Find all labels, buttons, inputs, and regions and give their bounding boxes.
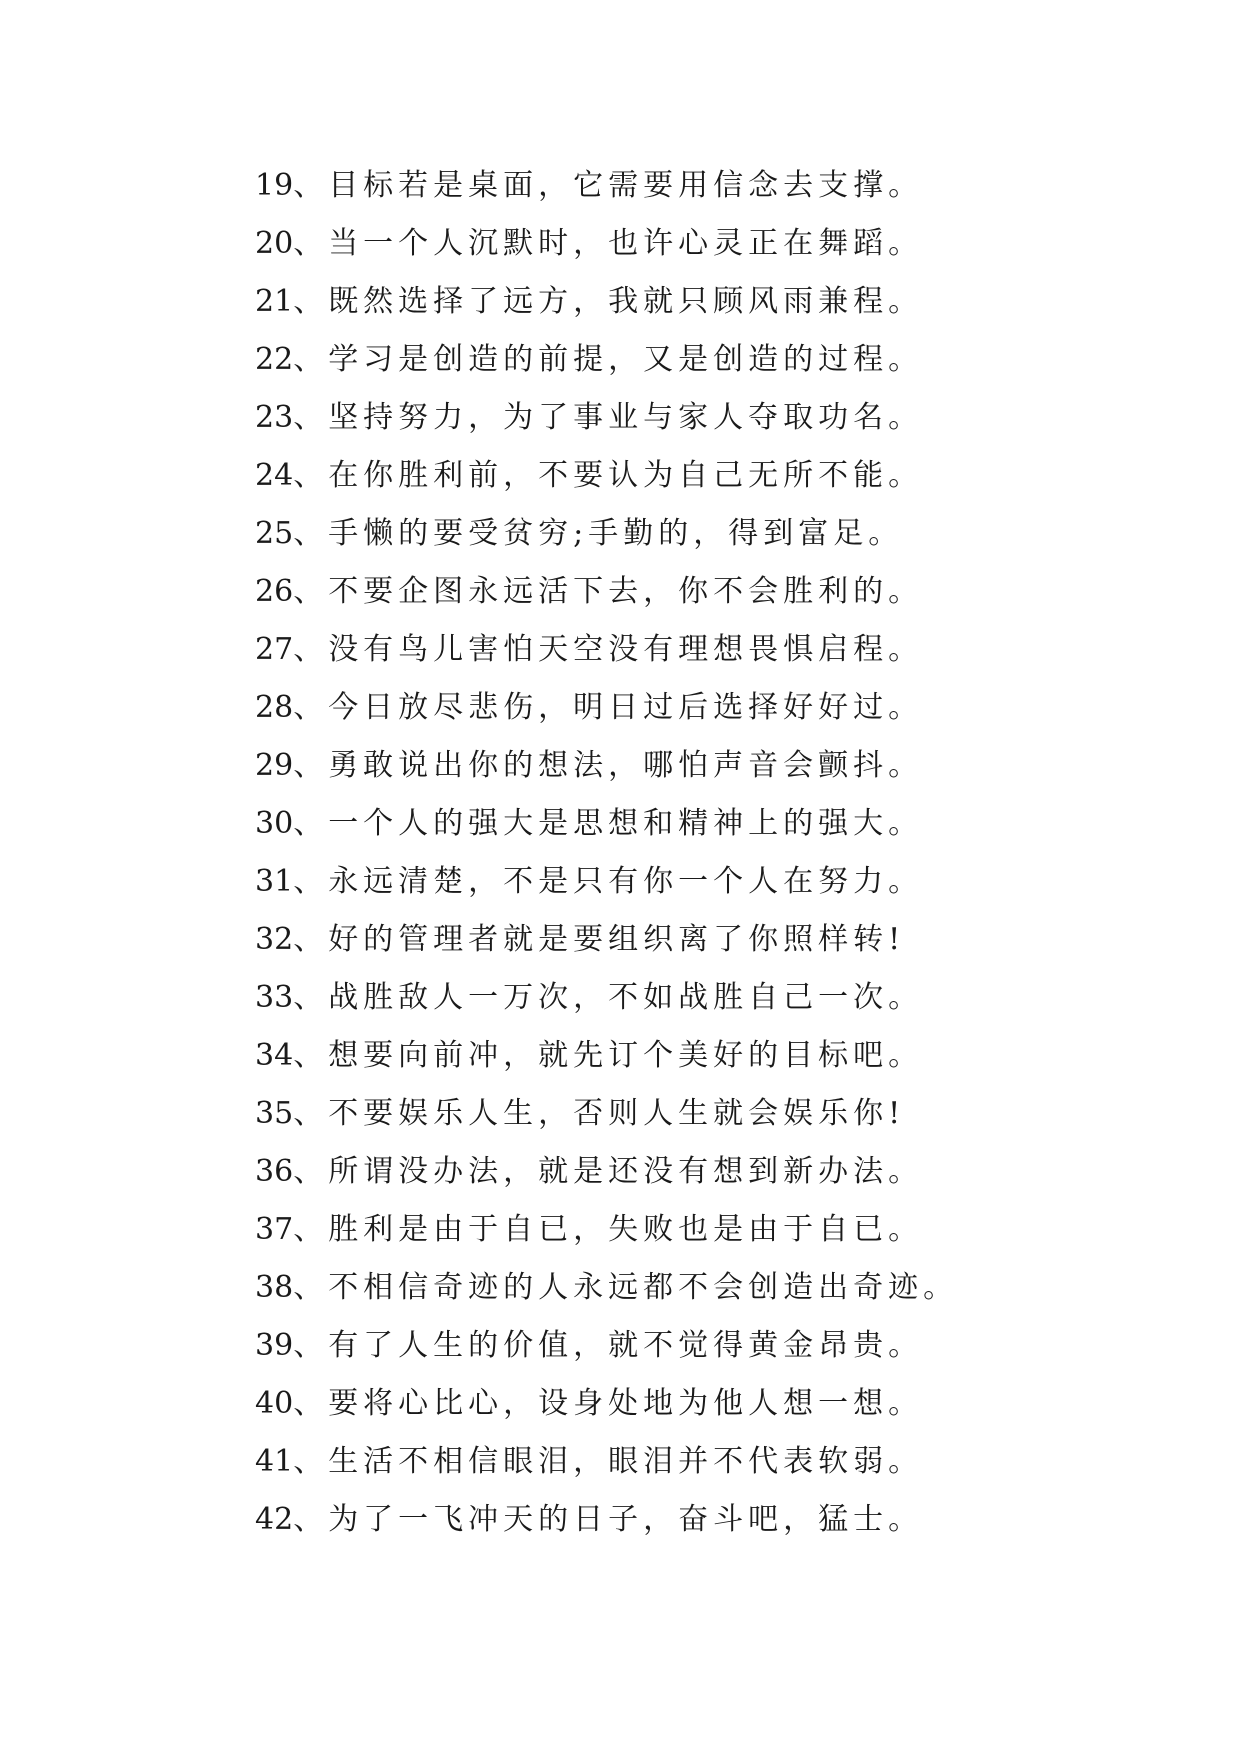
quote-text: 要将心比心，设身处地为他人想一想。 xyxy=(328,1386,924,1421)
quote-line xyxy=(255,911,958,969)
quote-separator: 、 xyxy=(293,168,329,203)
quote-separator: 、 xyxy=(293,1212,329,1247)
quote-line xyxy=(255,795,958,853)
quote-line xyxy=(255,1085,958,1143)
quote-text: 没有鸟儿害怕天空没有理想畏惧启程。 xyxy=(328,632,924,667)
quote-number: 38 xyxy=(255,1270,294,1305)
quote-line xyxy=(255,1491,958,1549)
quote-line xyxy=(255,563,958,621)
quote-number: 20 xyxy=(255,226,294,261)
quote-number: 23 xyxy=(255,400,294,435)
quote-line xyxy=(255,215,958,273)
quote-line xyxy=(255,1259,958,1317)
quote-text: 生活不相信眼泪，眼泪并不代表软弱。 xyxy=(328,1444,924,1479)
quote-separator: 、 xyxy=(293,1270,329,1305)
quote-text: 不要企图永远活下去，你不会胜利的。 xyxy=(328,574,924,609)
quote-text: 学习是创造的前提，又是创造的过程。 xyxy=(328,342,924,377)
quote-number: 40 xyxy=(255,1386,294,1421)
quote-text: 既然选择了远方，我就只顾风雨兼程。 xyxy=(328,284,924,319)
quote-separator: 、 xyxy=(293,574,329,609)
quote-number: 22 xyxy=(255,342,294,377)
quote-line xyxy=(255,1027,958,1085)
quote-number: 28 xyxy=(255,690,294,725)
quote-number: 34 xyxy=(255,1038,294,1073)
quote-line xyxy=(255,969,958,1027)
quote-number: 32 xyxy=(255,922,294,957)
quote-line xyxy=(255,621,958,679)
quote-text: 不要娱乐人生，否则人生就会娱乐你! xyxy=(328,1096,906,1131)
quote-line xyxy=(255,1143,958,1201)
quote-separator: 、 xyxy=(293,516,329,551)
quote-text: 胜利是由于自已，失败也是由于自已。 xyxy=(328,1212,924,1247)
quote-separator: 、 xyxy=(293,980,329,1015)
quote-separator: 、 xyxy=(293,1328,329,1363)
quote-separator: 、 xyxy=(293,342,329,377)
quote-line xyxy=(255,737,958,795)
quote-text: 坚持努力，为了事业与家人夺取功名。 xyxy=(328,400,924,435)
quote-number: 29 xyxy=(255,748,294,783)
quote-number: 24 xyxy=(255,458,294,493)
quote-line xyxy=(255,447,958,505)
quote-separator: 、 xyxy=(293,632,329,667)
quote-text: 目标若是桌面，它需要用信念去支撑。 xyxy=(328,168,924,203)
quote-separator: 、 xyxy=(293,1502,329,1537)
quote-number: 39 xyxy=(255,1328,294,1363)
quote-text: 勇敢说出你的想法，哪怕声音会颤抖。 xyxy=(328,748,924,783)
quote-number: 21 xyxy=(255,284,294,319)
quote-number: 26 xyxy=(255,574,294,609)
quote-separator: 、 xyxy=(293,806,329,841)
quote-separator: 、 xyxy=(293,284,329,319)
quote-text: 不相信奇迹的人永远都不会创造出奇迹。 xyxy=(328,1270,959,1305)
quote-number: 19 xyxy=(255,168,294,203)
quote-separator: 、 xyxy=(293,1096,329,1131)
quote-list xyxy=(255,157,958,1549)
quote-line xyxy=(255,1201,958,1259)
quote-line xyxy=(255,1433,958,1491)
quote-number: 35 xyxy=(255,1096,294,1131)
quote-line xyxy=(255,157,958,215)
quote-separator: 、 xyxy=(293,1038,329,1073)
quote-line xyxy=(255,273,958,331)
quote-text: 一个人的强大是思想和精神上的强大。 xyxy=(328,806,924,841)
quote-number: 30 xyxy=(255,806,294,841)
quote-line xyxy=(255,389,958,447)
quote-line xyxy=(255,1317,958,1375)
quote-text: 永远清楚，不是只有你一个人在努力。 xyxy=(328,864,924,899)
quote-line xyxy=(255,853,958,911)
quote-number: 27 xyxy=(255,632,294,667)
quote-text: 好的管理者就是要组织离了你照样转! xyxy=(328,922,906,957)
quote-separator: 、 xyxy=(293,1154,329,1189)
quote-separator: 、 xyxy=(293,922,329,957)
quote-text: 在你胜利前，不要认为自己无所不能。 xyxy=(328,458,924,493)
quote-text: 有了人生的价值，就不觉得黄金昂贵。 xyxy=(328,1328,924,1363)
quote-line xyxy=(255,331,958,389)
quote-text: 今日放尽悲伤，明日过后选择好好过。 xyxy=(328,690,924,725)
quote-line xyxy=(255,679,958,737)
quote-number: 25 xyxy=(255,516,294,551)
quote-separator: 、 xyxy=(293,690,329,725)
quote-text: 战胜敌人一万次，不如战胜自己一次。 xyxy=(328,980,924,1015)
quote-number: 33 xyxy=(255,980,294,1015)
quote-number: 41 xyxy=(255,1444,294,1479)
quote-separator: 、 xyxy=(293,748,329,783)
quote-text: 手懒的要受贫穷;手勤的，得到富足。 xyxy=(328,516,904,551)
quote-number: 37 xyxy=(255,1212,294,1247)
quote-number: 42 xyxy=(255,1502,294,1537)
quote-separator: 、 xyxy=(293,1444,329,1479)
quote-separator: 、 xyxy=(293,226,329,261)
quote-text: 为了一飞冲天的日子，奋斗吧，猛士。 xyxy=(328,1502,924,1537)
quote-separator: 、 xyxy=(293,458,329,493)
quote-separator: 、 xyxy=(293,1386,329,1421)
quote-line xyxy=(255,505,958,563)
quote-separator: 、 xyxy=(293,400,329,435)
quote-text: 所谓没办法，就是还没有想到新办法。 xyxy=(328,1154,924,1189)
quote-text: 当一个人沉默时，也许心灵正在舞蹈。 xyxy=(328,226,924,261)
quote-number: 31 xyxy=(255,864,294,899)
quote-line xyxy=(255,1375,958,1433)
quote-number: 36 xyxy=(255,1154,294,1189)
quote-text: 想要向前冲，就先订个美好的目标吧。 xyxy=(328,1038,924,1073)
quote-separator: 、 xyxy=(293,864,329,899)
